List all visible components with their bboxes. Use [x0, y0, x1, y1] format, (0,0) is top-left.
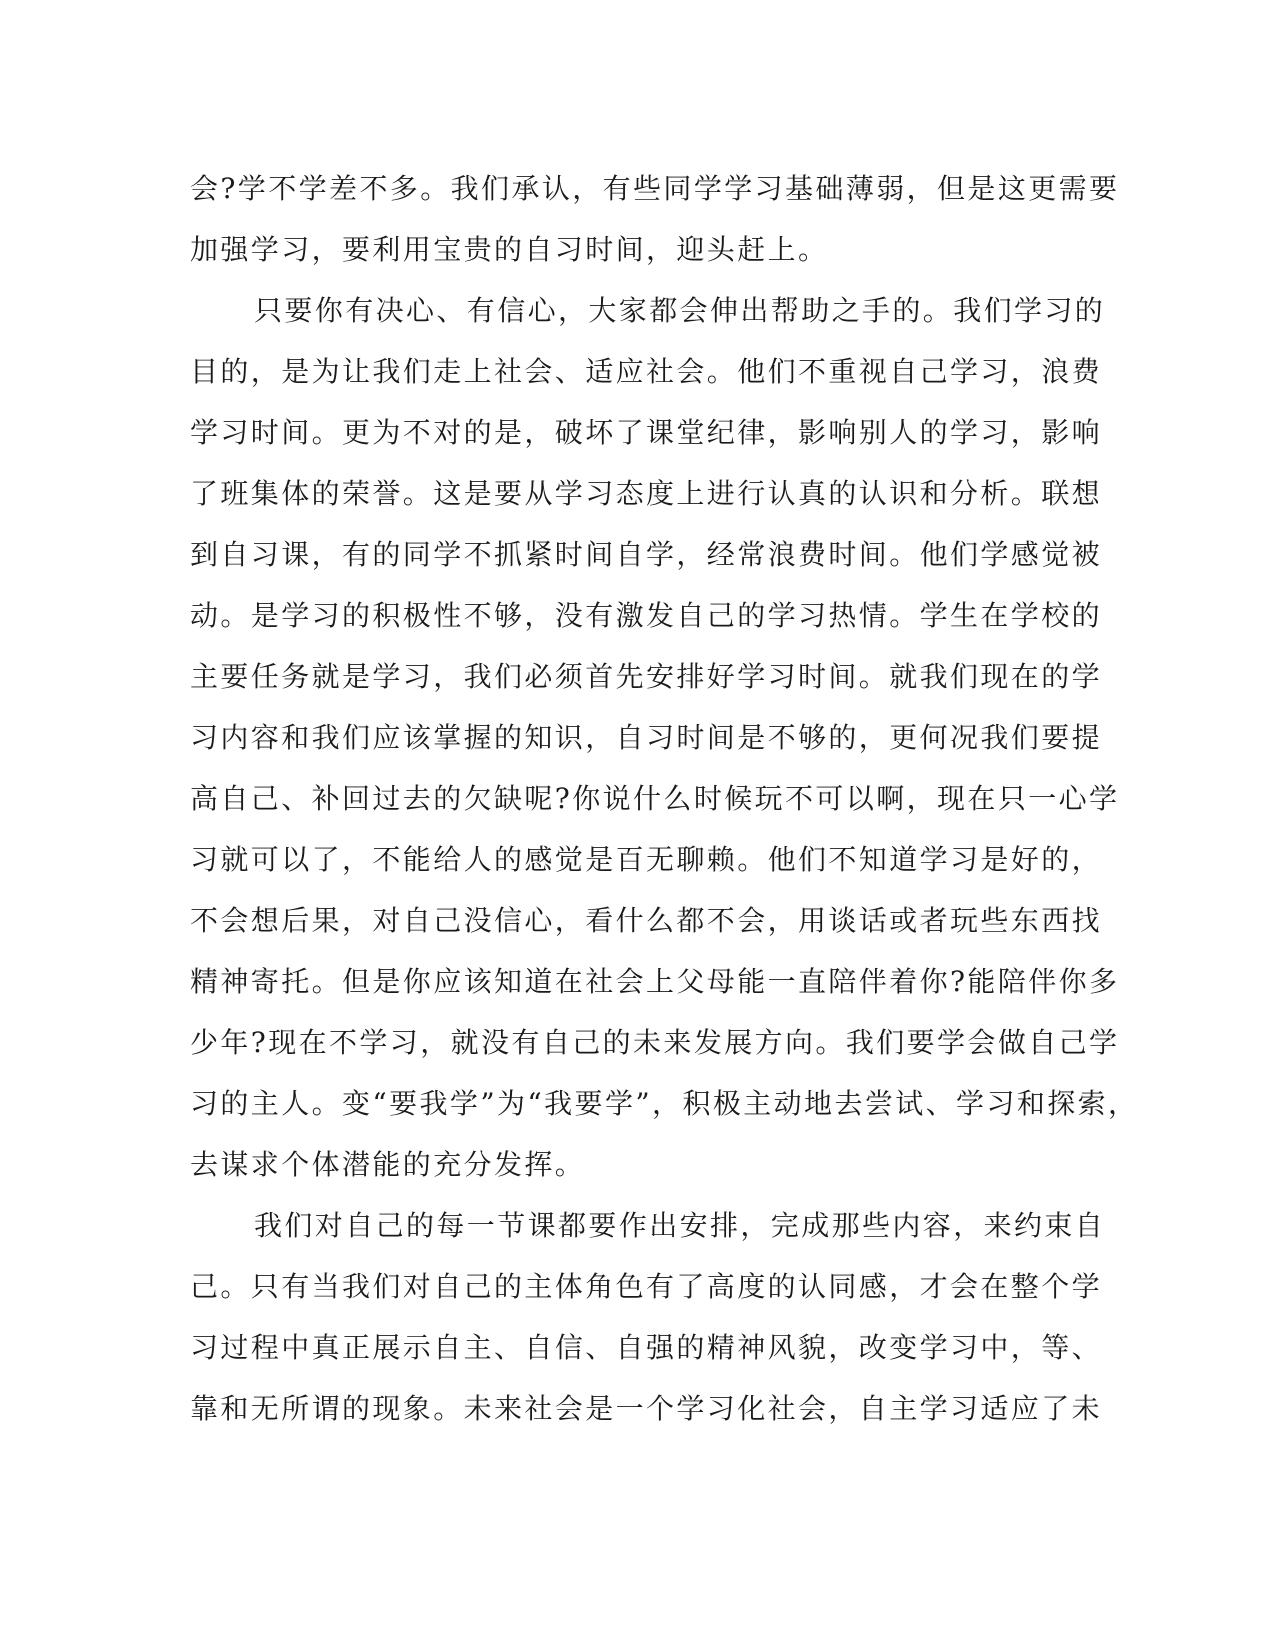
text-line: 习过程中真正展示自主、自信、自强的精神风貌，改变学习中，等、 [190, 1331, 1103, 1364]
text-line: 主要任务就是学习，我们必须首先安排好学习时间。就我们现在的学 [190, 660, 1103, 693]
paragraph-start-line: 我们对自己的每一节课都要作出安排，完成那些内容，来约束自 [254, 1209, 1106, 1242]
text-line: 习就可以了，不能给人的感觉是百无聊赖。他们不知道学习是好的， [190, 843, 1103, 876]
text-line: 习内容和我们应该掌握的知识，自习时间是不够的，更何况我们要提 [190, 721, 1103, 754]
text-line: 习的主人。变“要我学”为“我要学”，积极主动地去尝试、学习和探索， [190, 1087, 1139, 1120]
text-line: 会?学不学差不多。我们承认，有些同学学习基础薄弱，但是这更需要 [190, 172, 1120, 205]
text-line: 不会想后果，对自己没信心，看什么都不会，用谈话或者玩些东西找 [190, 904, 1103, 937]
text-line: 目的，是为让我们走上社会、适应社会。他们不重视自己学习，浪费 [190, 355, 1103, 388]
text-line: 去谋求个体潜能的充分发挥。 [190, 1148, 586, 1181]
paragraph-start-line: 只要你有决心、有信心，大家都会伸出帮助之手的。我们学习的 [254, 294, 1106, 327]
text-line: 己。只有当我们对自己的主体角色有了高度的认同感，才会在整个学 [190, 1270, 1103, 1303]
text-line: 了班集体的荣誉。这是要从学习态度上进行认真的认识和分析。联想 [190, 477, 1103, 510]
document-body [190, 158, 1139, 1439]
text-line: 少年?现在不学习，就没有自己的未来发展方向。我们要学会做自己学 [190, 1026, 1120, 1059]
text-line: 靠和无所谓的现象。未来社会是一个学习化社会，自主学习适应了未 [190, 1392, 1103, 1425]
text-line: 学习时间。更为不对的是，破坏了课堂纪律，影响别人的学习，影响 [190, 416, 1103, 449]
text-line: 精神寄托。但是你应该知道在社会上父母能一直陪伴着你?能陪伴你多 [190, 965, 1120, 998]
text-line: 加强学习，要利用宝贵的自习时间，迎头赶上。 [190, 233, 829, 266]
text-line: 动。是学习的积极性不够，没有激发自己的学习热情。学生在学校的 [190, 599, 1103, 632]
text-line: 到自习课，有的同学不抓紧时间自学，经常浪费时间。他们学感觉被 [190, 538, 1103, 571]
text-line: 高自己、补回过去的欠缺呢?你说什么时候玩不可以啊，现在只一心学 [190, 782, 1120, 815]
